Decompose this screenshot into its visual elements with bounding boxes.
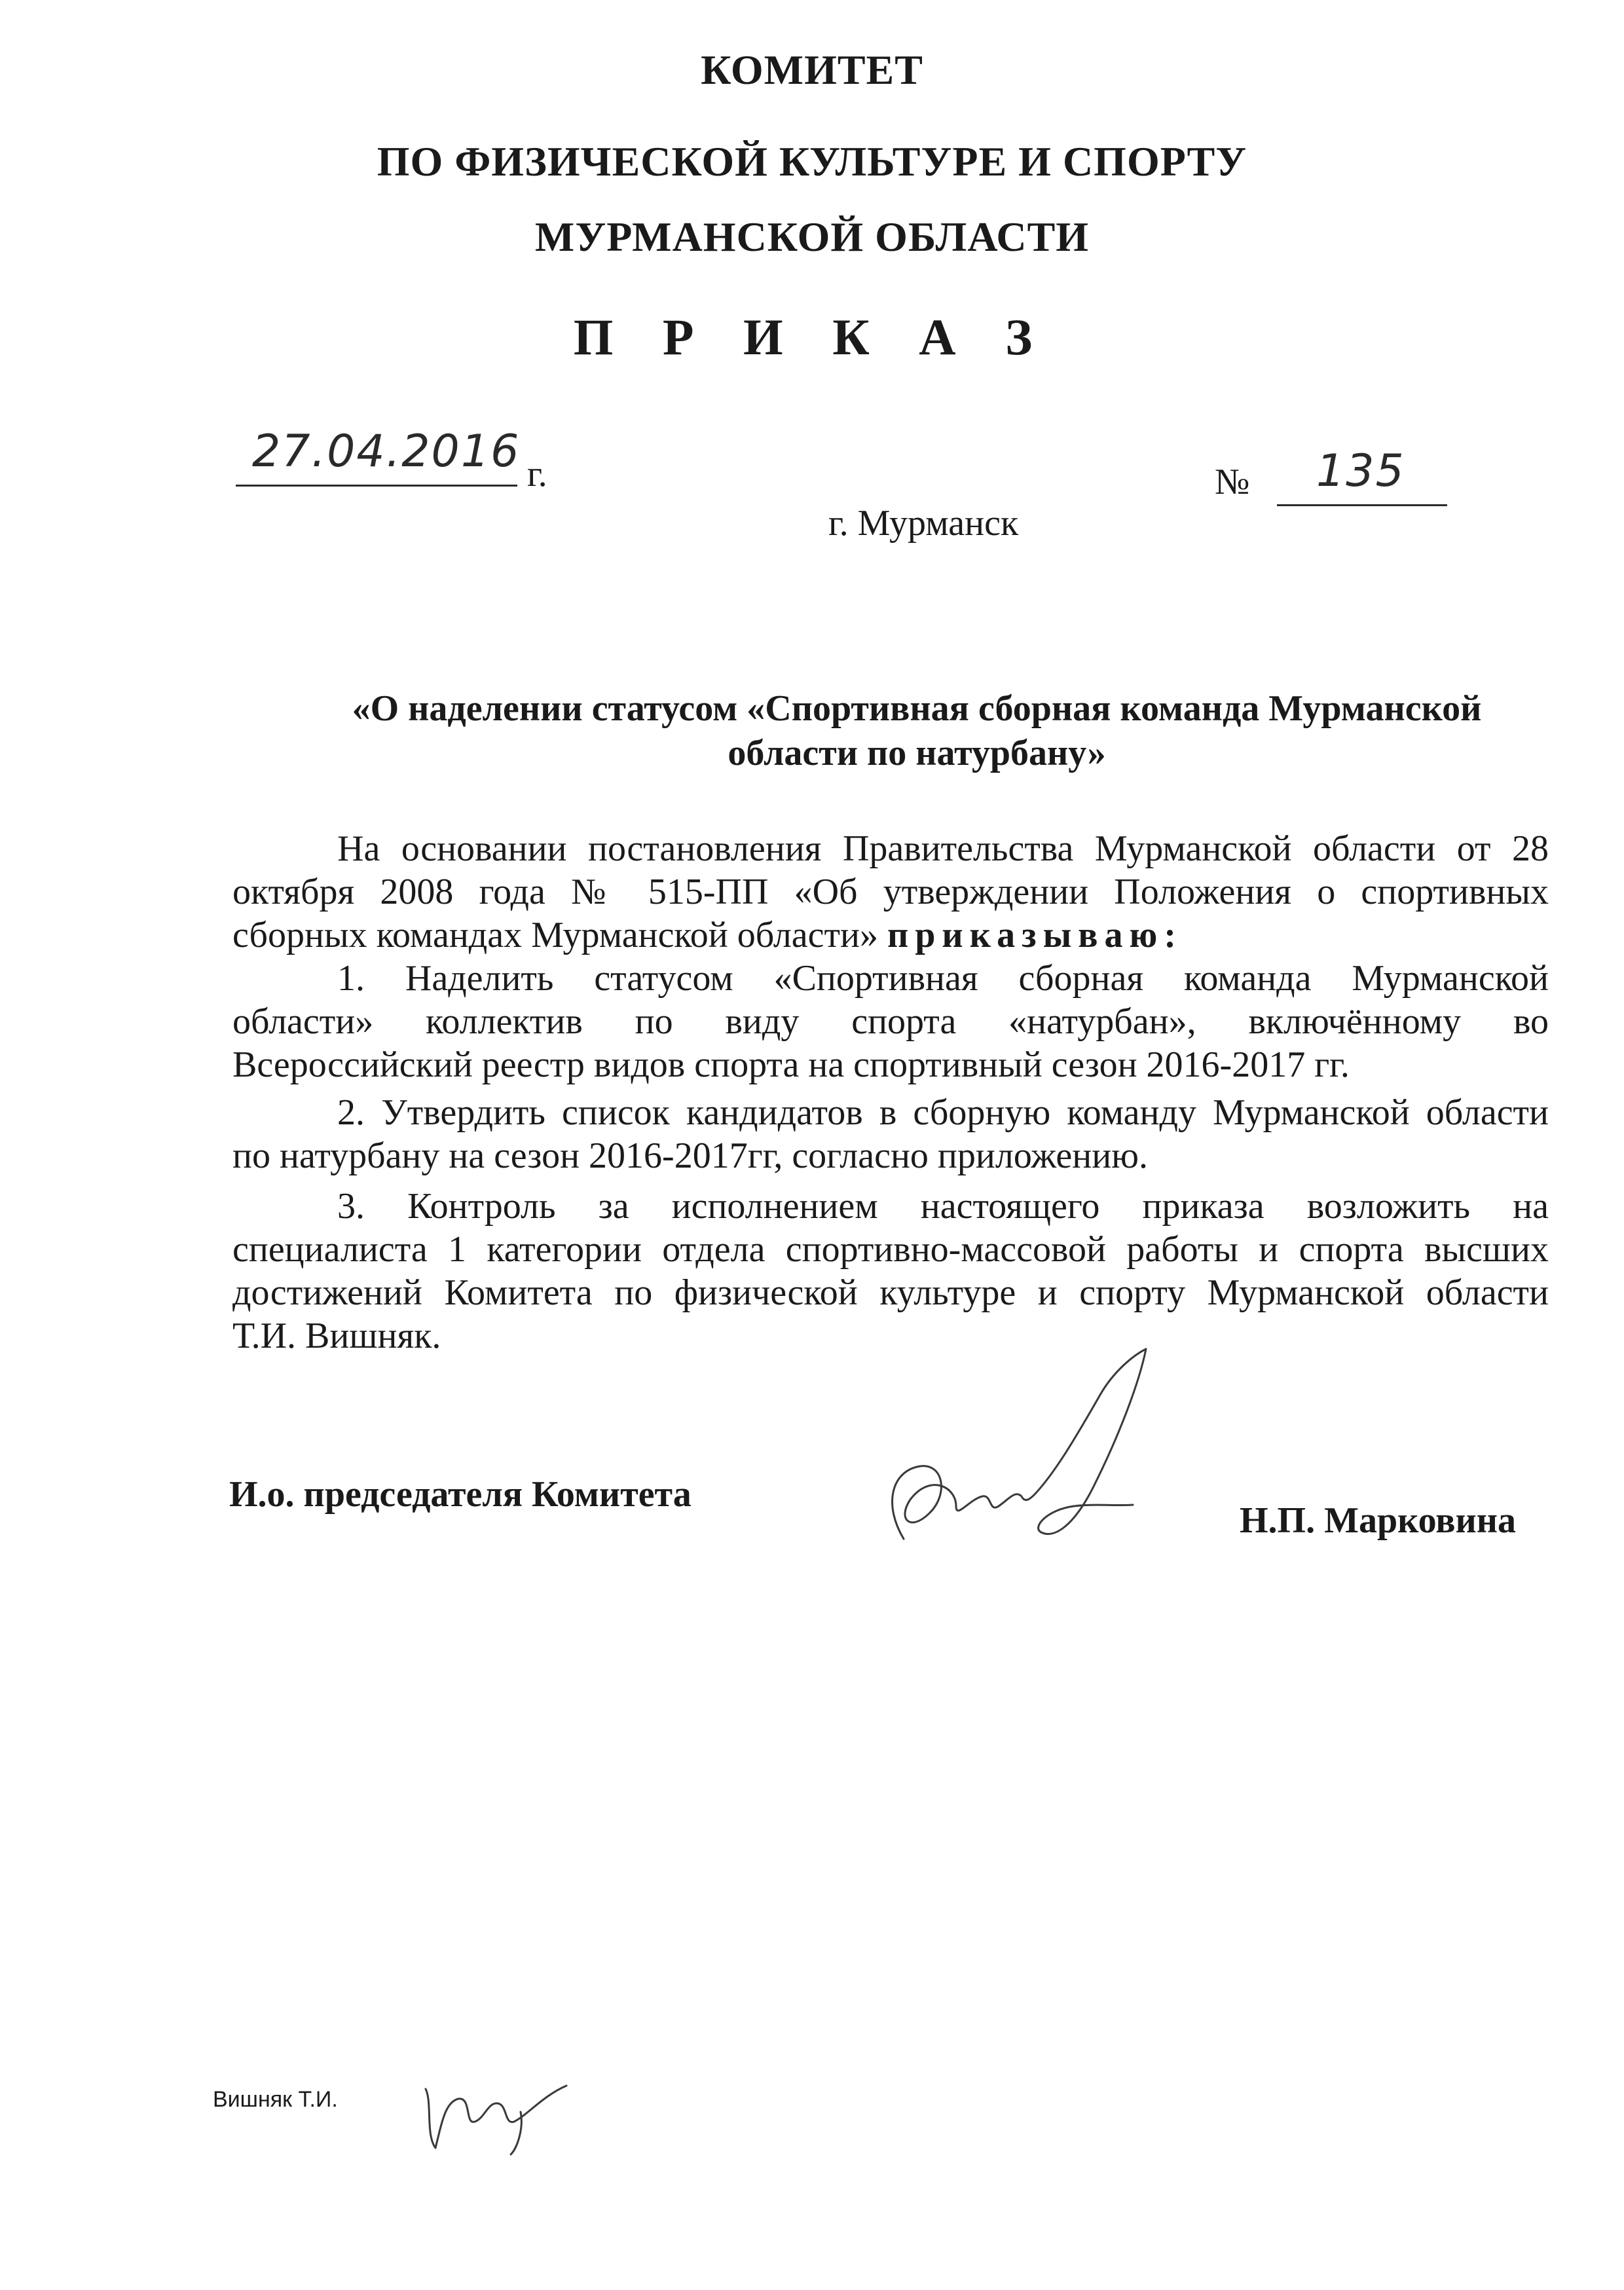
signatory-position: И.о. председателя Комитета bbox=[229, 1474, 692, 1515]
number-label: № bbox=[1215, 462, 1250, 502]
intro-line3 bbox=[232, 913, 1549, 957]
executor-initials-signature bbox=[413, 2063, 583, 2161]
committee-name-line2: ПО ФИЗИЧЕСКОЙ КУЛЬТУРЕ И СПОРТУ bbox=[377, 138, 1247, 185]
handwritten-number: 135 bbox=[1316, 445, 1405, 497]
item3-line3: достижений Комитета по физической культуре и спорту Мурманской области bbox=[232, 1272, 1549, 1313]
date-underline bbox=[236, 485, 517, 487]
handwritten-date: 27.04.2016 bbox=[252, 426, 521, 477]
item1-line3: Всероссийский реестр видов спорта на спортивный сезон 2016-2017 гг. bbox=[232, 1044, 1350, 1085]
intro-line2: октября 2008 года № 515-ПП «Об утверждении Положения о спортивных bbox=[232, 872, 1549, 912]
item2-line1: 2. Утвердить список кандидатов в сборную команду Мурманской области bbox=[337, 1092, 1549, 1133]
document-type-title: П Р И К А З bbox=[573, 308, 1051, 365]
signature-image bbox=[858, 1342, 1172, 1559]
signatory-name: Н.П. Марковина bbox=[1240, 1500, 1517, 1541]
place: г. Мурманск bbox=[828, 503, 1019, 544]
intro-line1: На основании постановления Правительства Мурманской области от 28 bbox=[337, 828, 1549, 869]
number-underline bbox=[1277, 504, 1447, 506]
item2-line2: по натурбану на сезон 2016-2017гг, согласно приложению. bbox=[232, 1136, 1149, 1176]
committee-name-line1: КОМИТЕТ bbox=[701, 46, 923, 93]
subject-line1: «О наделении статусом «Спортивная сборная команда Мурманской bbox=[352, 688, 1482, 729]
item3-line2: специалиста 1 категории отдела спортивно-массовой работы и спорта высших bbox=[232, 1229, 1549, 1270]
item3-line4: Т.И. Вишняк. bbox=[232, 1316, 441, 1356]
item1-line2: области» коллектив по виду спорта «натурбан», включённому во bbox=[232, 1001, 1549, 1042]
item1-line1: 1. Наделить статусом «Спортивная сборная команда Мурманской bbox=[337, 958, 1549, 999]
subject-line2: области по натурбану» bbox=[728, 733, 1106, 773]
executor-name: Вишняк Т.И. bbox=[213, 2087, 338, 2112]
intro-line3-text: сборных командах Мурманской области» bbox=[232, 915, 878, 955]
date-suffix: г. bbox=[527, 454, 547, 494]
order-word: приказываю: bbox=[887, 915, 1183, 955]
committee-name-line3: МУРМАНСКОЙ ОБЛАСТИ bbox=[534, 213, 1090, 260]
item3-line1: 3. Контроль за исполнением настоящего приказа возложить на bbox=[337, 1186, 1549, 1227]
